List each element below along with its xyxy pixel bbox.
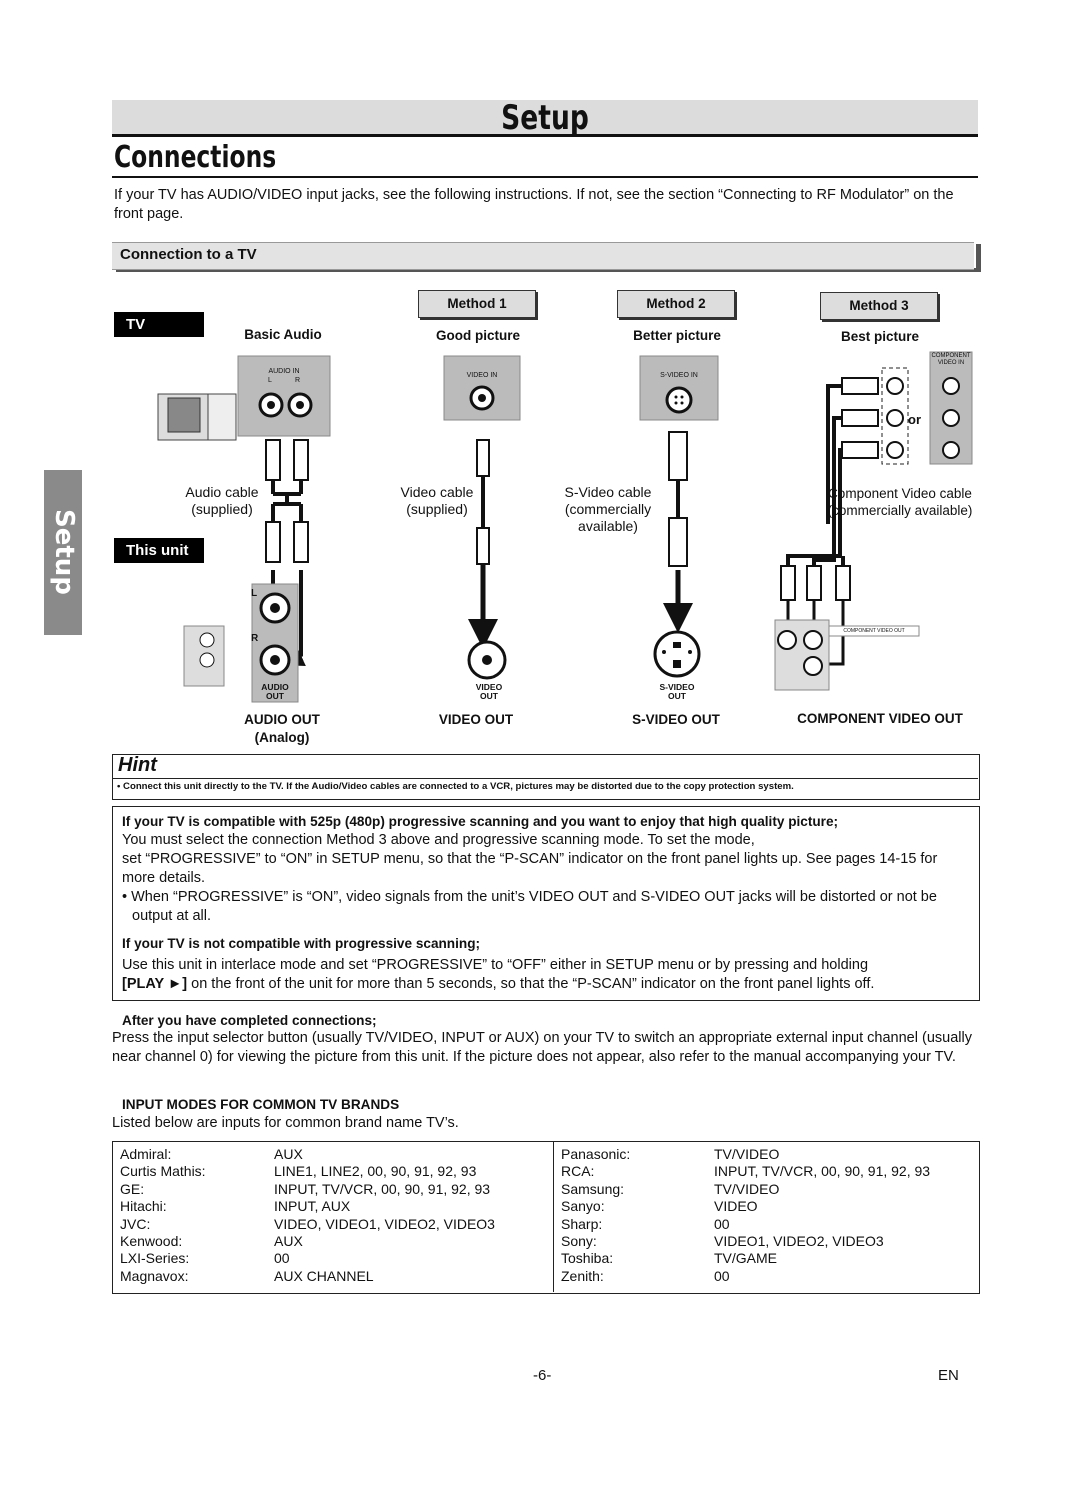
brand-name: Sanyo:: [561, 1198, 605, 1215]
table-row: [561, 1268, 976, 1285]
brand-table-left: [120, 1146, 550, 1285]
after-text: Press the input selector button (usually TV/VIDEO, INPUT or AUX) on your TV to switch an appropriate external input channel (usually near channel 0) for viewing the picture from this unit. If the picture does not appear, also refer to the manual accompanying your TV.: [112, 1030, 972, 1065]
brand-input: 00: [714, 1215, 730, 1232]
hint-box: [112, 754, 980, 800]
component-in-jack-panel: [882, 352, 972, 464]
audio-in-jack-label: AUDIO IN: [268, 368, 300, 375]
progressive-p2: set “PROGRESSIVE” to “ON” in SETUP menu, so that the “P-SCAN” indicator on the front panel lights up. See pages 14-15 for more details.: [122, 851, 938, 886]
hint-text: • Connect this unit directly to the TV. If the Audio/Video cables are connected to a VCR, pictures may be distorted due to the copy protection system.: [117, 781, 794, 792]
brand-name: Hitachi:: [120, 1198, 167, 1215]
tv-label: TV: [114, 312, 204, 337]
s-video-out-label: S-VIDEO OUT: [632, 712, 720, 727]
table-row: [120, 1268, 550, 1285]
video-out-label: VIDEO OUT: [438, 712, 514, 727]
s-video-in-jack-label: S-VIDEO IN: [660, 372, 698, 379]
progressive-bullet: • When “PROGRESSIVE” is “ON”, video signals from the unit’s VIDEO OUT and S-VIDEO OUT jacks will be distorted or not be output at all.: [122, 889, 937, 924]
brand-input: INPUT, AUX: [274, 1198, 351, 1215]
brand-table-right: [561, 1146, 976, 1285]
unit-video-out-jack: [469, 642, 505, 678]
progressive-p1: You must select the connection Method 3 above and progressive scanning mode. To set the mode,: [122, 832, 755, 848]
basic-audio-header: Basic Audio: [244, 327, 322, 342]
connection-section-title: Connection to a TV: [120, 246, 257, 263]
table-row: [561, 1163, 976, 1180]
brand-name: Zenith:: [561, 1267, 604, 1284]
video-in-jack-label: VIDEO IN: [466, 372, 498, 379]
table-row: [120, 1250, 550, 1267]
brand-input: INPUT, TV/VCR, 00, 90, 91, 92, 93: [274, 1180, 491, 1197]
brand-name: JVC:: [120, 1215, 151, 1232]
table-row: [561, 1146, 976, 1163]
after-heading: After you have completed connections;: [122, 1013, 377, 1028]
table-row: [120, 1233, 550, 1250]
brand-name: LXI-Series:: [120, 1250, 190, 1267]
brand-name: Samsung:: [561, 1180, 625, 1197]
brand-input: TV/VIDEO: [714, 1180, 780, 1197]
language-code: EN: [938, 1367, 959, 1384]
brand-input: AUX CHANNEL: [274, 1267, 374, 1284]
page-title: Connections: [114, 140, 277, 175]
brand-name: Kenwood:: [120, 1232, 183, 1249]
video-in-jack-panel: [444, 356, 520, 420]
brand-input: TV/GAME: [714, 1250, 778, 1267]
table-row: [561, 1181, 976, 1198]
s-video-cable: [669, 432, 687, 618]
component-in-jack-label: COMPONENT VIDEO IN: [931, 353, 971, 366]
table-row: [120, 1198, 550, 1215]
audio-out-label: AUDIO OUT (Analog): [244, 712, 320, 745]
brand-input: VIDEO1, VIDEO2, VIDEO3: [714, 1232, 884, 1249]
method-2-label: Method 2: [617, 290, 735, 318]
brand-name: Toshiba:: [561, 1250, 614, 1267]
input-modes-subtitle: Listed below are inputs for common brand name TV’s.: [112, 1115, 459, 1131]
brand-name: Panasonic:: [561, 1146, 631, 1162]
hint-title: Hint: [118, 754, 157, 776]
unit-component-out-small-label: COMPONENT VIDEO OUT: [843, 628, 905, 634]
table-row: [561, 1198, 976, 1215]
s-video-cable-caption: S-Video cable (commercially available): [564, 484, 652, 534]
play-key-label: [PLAY ►]: [122, 976, 188, 992]
brand-input: AUX: [274, 1232, 303, 1249]
or-label: or: [908, 412, 921, 427]
method-1-label: Method 1: [418, 290, 536, 318]
unit-s-video-out-small-label: S-VIDEO OUT: [659, 682, 695, 701]
table-row: [120, 1146, 550, 1163]
brand-input: INPUT, TV/VCR, 00, 90, 91, 92, 93: [714, 1163, 931, 1180]
video-cable-caption: Video cable (supplied): [400, 484, 474, 517]
intro-text: If your TV has AUDIO/VIDEO input jacks, see the following instructions. If not, see the section “Connecting to RF Modulator” on the front page.: [114, 187, 954, 222]
brand-name: Magnavox:: [120, 1267, 189, 1284]
table-row: [561, 1216, 976, 1233]
brand-input: AUX: [274, 1146, 303, 1162]
best-picture-header: Best picture: [840, 329, 920, 344]
component-video-out-label: COMPONENT VIDEO OUT: [797, 711, 963, 726]
brand-name: Sharp:: [561, 1215, 603, 1232]
video-cable: [477, 440, 489, 634]
tv-icon: [158, 394, 236, 440]
component-plugs-top: [842, 378, 878, 458]
brand-input: VIDEO: [714, 1198, 758, 1215]
s-video-in-jack-panel: [640, 356, 718, 420]
unit-video-out-small-label: VIDEO OUT: [475, 682, 503, 701]
progressive-p3b: on the front of the unit for more than 5 seconds, so that the “P-SCAN” indicator on the front panel lights off.: [187, 976, 875, 992]
unit-jack-l-label: L: [251, 588, 258, 599]
brand-input: VIDEO, VIDEO1, VIDEO2, VIDEO3: [274, 1215, 495, 1232]
method-3-label: Method 3: [820, 292, 938, 320]
progressive-heading-2: If your TV is not compatible with progressive scanning;: [122, 936, 481, 951]
progressive-p3a: Use this unit in interlace mode and set “PROGRESSIVE” to “OFF” either in SETUP menu or by pressing and holding: [122, 957, 869, 973]
good-picture-header: Good picture: [436, 328, 520, 343]
unit-audio-out-small-label: AUDIO OUT: [261, 682, 289, 701]
brand-input: TV/VIDEO: [714, 1146, 780, 1162]
component-cable-caption: Component Video cable (commercially available): [827, 486, 973, 518]
this-unit-label: This unit: [114, 538, 204, 563]
better-picture-header: Better picture: [633, 328, 721, 343]
progressive-heading: If your TV is compatible with 525p (480p) progressive scanning and you want to enjoy that high quality picture;: [122, 814, 839, 829]
brand-name: Sony:: [561, 1232, 597, 1249]
table-row: [120, 1181, 550, 1198]
audio-cable-caption: Audio cable (supplied): [185, 484, 259, 517]
table-row: [120, 1216, 550, 1233]
unit-s-video-out-jack: [655, 632, 699, 676]
audio-in-lr-label: L R: [267, 377, 301, 384]
brand-input: LINE1, LINE2, 00, 90, 91, 92, 93: [274, 1163, 477, 1180]
table-row: [561, 1250, 976, 1267]
brand-name: Curtis Mathis:: [120, 1163, 206, 1180]
brand-name: Admiral:: [120, 1146, 172, 1162]
unit-jack-r-label: R: [251, 633, 259, 644]
input-modes-heading: INPUT MODES FOR COMMON TV BRANDS: [122, 1097, 400, 1112]
table-row: [561, 1233, 976, 1250]
page-number: -6-: [533, 1367, 552, 1384]
side-tab-label: Setup: [49, 509, 79, 595]
table-row: [120, 1163, 550, 1180]
section-title: Setup: [501, 98, 589, 138]
brand-input: 00: [714, 1267, 730, 1284]
brand-name: GE:: [120, 1180, 145, 1197]
brand-input: 00: [274, 1250, 290, 1267]
brand-name: RCA:: [561, 1163, 595, 1180]
